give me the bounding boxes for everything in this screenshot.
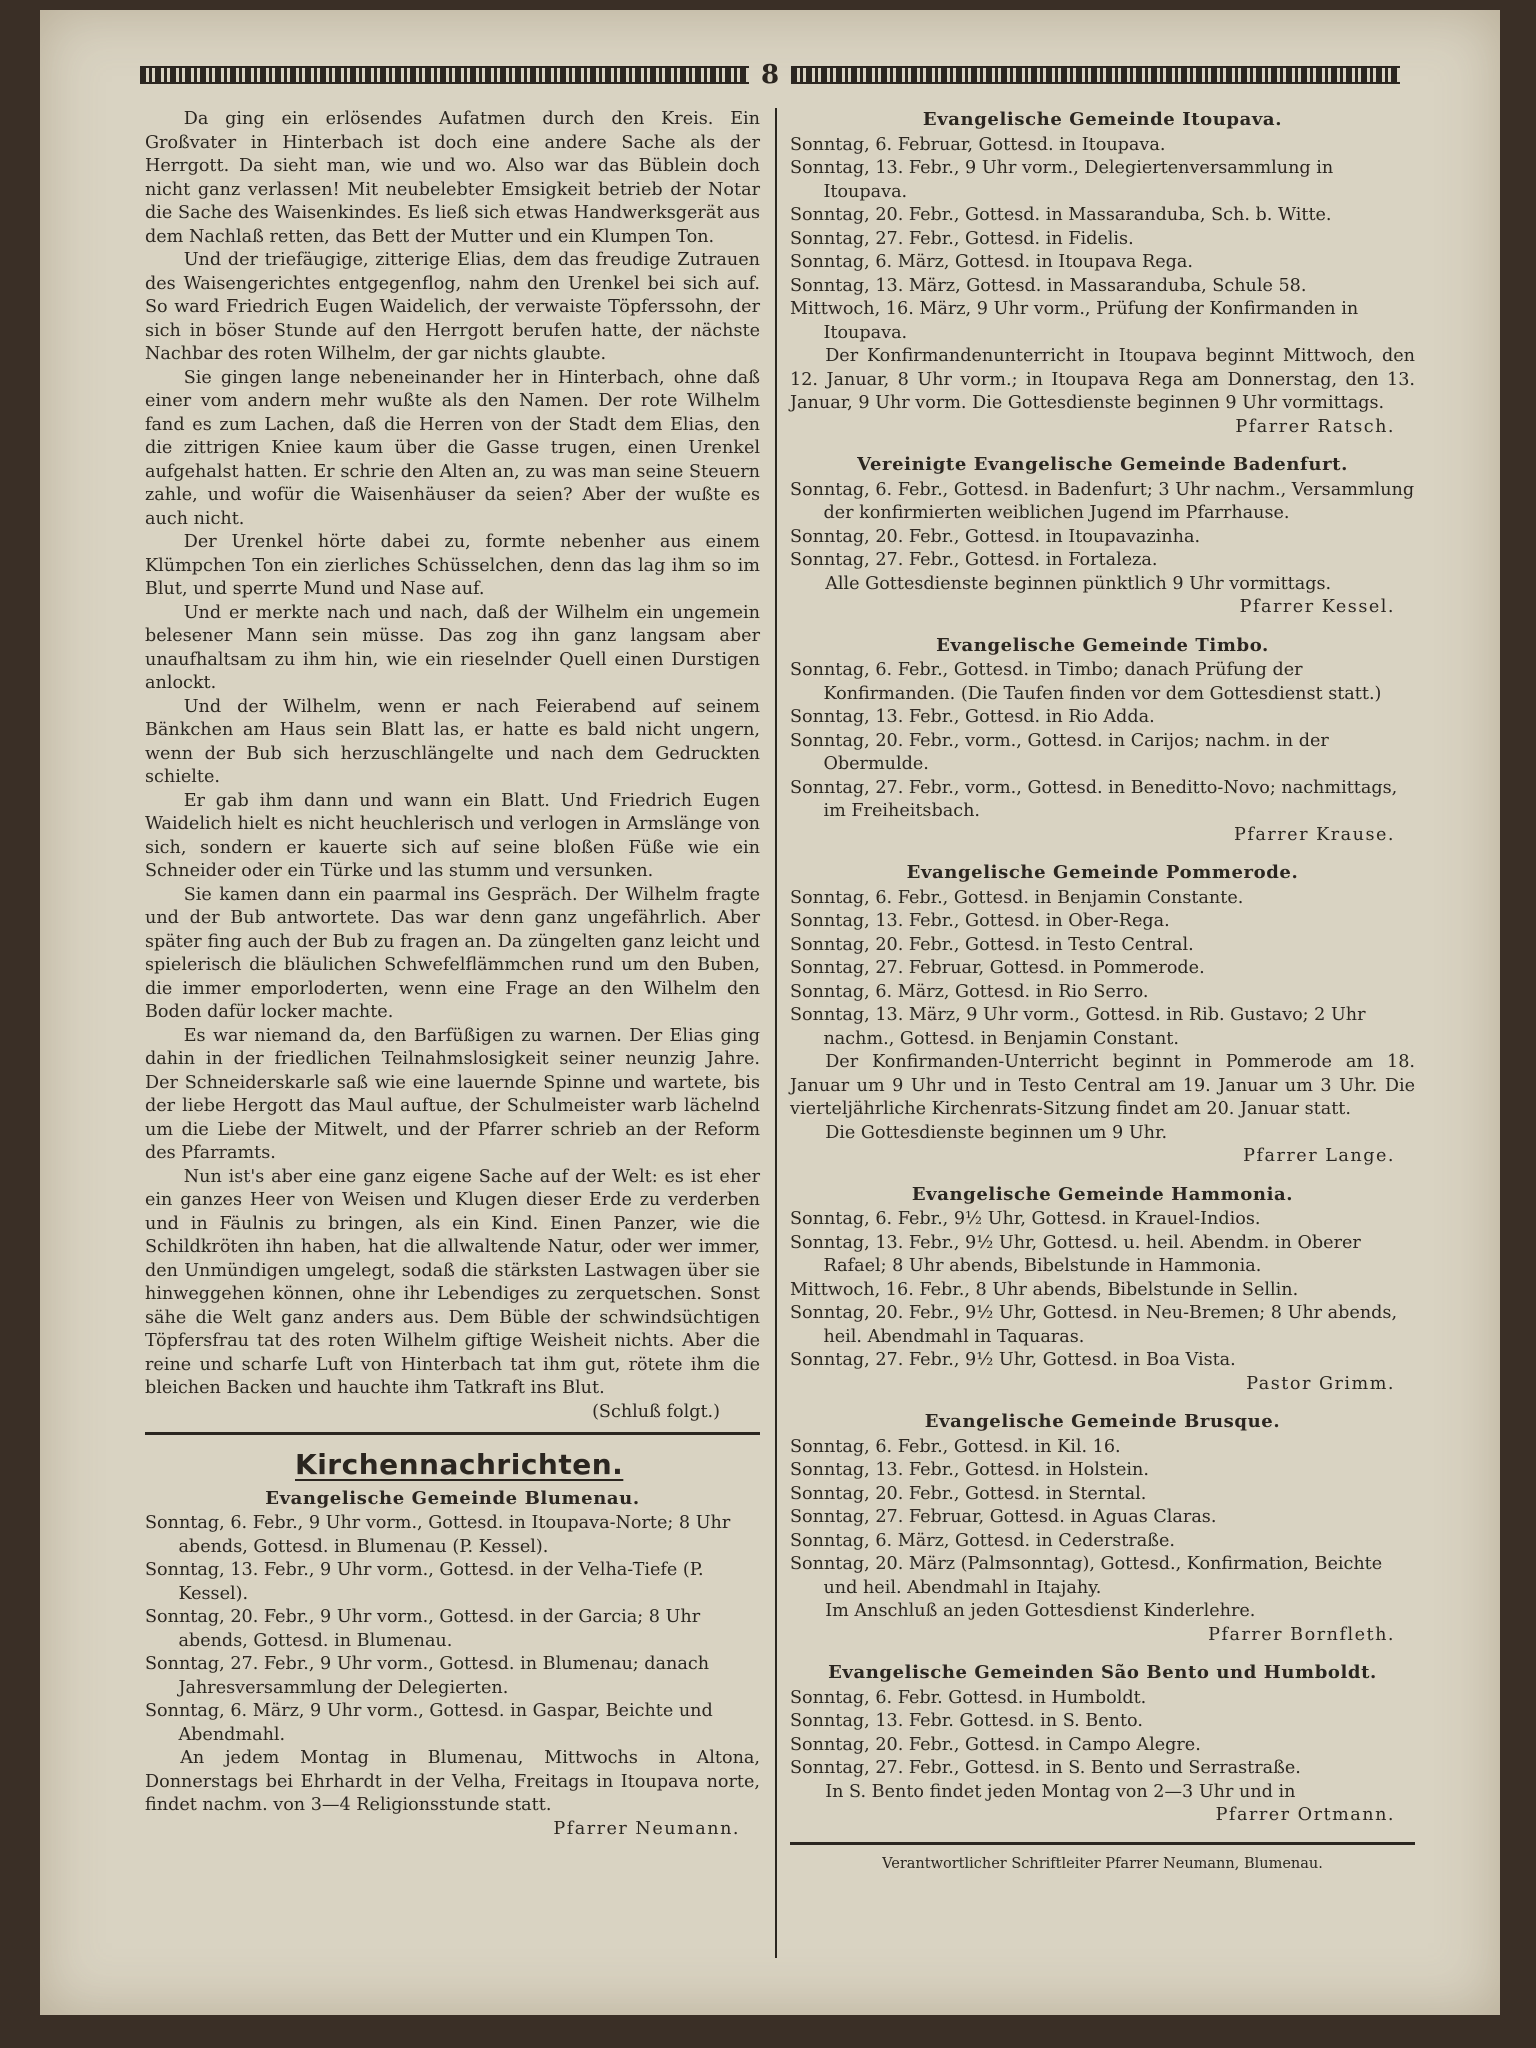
service-entry: Sonntag, 20. Febr., Gottesd. in Massaranduba, Sch. b. Witte.	[790, 205, 1332, 225]
service-entry: Sonntag, 27. Febr., Gottesd. in Fortaleza.	[790, 550, 1158, 570]
left-parish-list	[145, 1487, 760, 1842]
service-entry: Sonntag, 20. März (Palmsonntag), Gottesd., Konfirmation, Beichte und heil. Abendmahl in Itajahy.	[790, 1554, 1383, 1598]
parish-block	[790, 108, 1415, 439]
page-number: 8	[760, 60, 780, 90]
parish-note: Alle Gottesdienste beginnen pünktlich 9 Uhr vormittags.	[825, 573, 1332, 594]
parish-block	[790, 861, 1415, 1169]
parish-block	[790, 453, 1415, 620]
service-entry: Sonntag, 6. März, 9 Uhr vorm., Gottesd. in Gaspar, Beichte und Abendmahl.	[145, 1701, 713, 1745]
service-entry: Sonntag, 13. Febr., Gottesd. in Ober-Rega.	[790, 911, 1170, 931]
story-paragraph: Er gab ihm dann und wann ein Blatt. Und Friedrich Eugen Waidelich hielt es nicht heuchlerisch und verlogen in Armslänge von sich, sondern er kauerte sich auf seine bloßen Füße wie ein Schneider oder ein Türke und las stumm und versunken.	[145, 790, 760, 881]
service-entry: Sonntag, 20. Febr., Gottesd. in Testo Central.	[790, 934, 1194, 955]
parish-title: Evangelische Gemeinde Timbo.	[936, 634, 1269, 656]
header-ornament-right	[791, 66, 1400, 84]
pastor-signature: Pfarrer Bornfleth.	[1208, 1624, 1395, 1645]
column-divider	[775, 108, 777, 1958]
parish-block	[790, 1661, 1415, 1828]
right-column	[790, 108, 1415, 1876]
section-title: Kirchennachrichten.	[295, 1448, 624, 1481]
pastor-signature: Pfarrer Ortmann.	[1215, 1805, 1395, 1825]
pastor-signature: Pfarrer Neumann.	[553, 1818, 740, 1839]
service-entry: Sonntag, 27. Febr., 9 Uhr vorm., Gottesd. in Blumenau; danach Jahresversammlung der Delegierten.	[145, 1654, 710, 1698]
right-parish-list	[790, 108, 1415, 1828]
service-entry: Sonntag, 13. Febr., 9½ Uhr, Gottesd. u. heil. Abendm. in Oberer Rafael; 8 Uhr abends, Bibelstunde in Hammonia.	[790, 1232, 1361, 1276]
service-entry: Sonntag, 13. Febr. Gottesd. in S. Bento.	[790, 1711, 1143, 1731]
story-paragraph: Es war niemand da, den Barfüßigen zu warnen. Der Elias ging dahin in der friedlichen Teilnahmslosigkeit seiner neunzig Jahre. Der Schneiderskarle saß wie eine lauernde Spinne und wartete, bis der liebe Hergott das Maul auftue, der Schulmeister warb lächelnd um die Liebe der Mitwelt, und der Pfarrer schrieb an der Reform des Pfarramts.	[145, 1025, 760, 1163]
service-entry: Sonntag, 13. Febr., Gottesd. in Rio Adda.	[790, 707, 1155, 727]
service-entry: Sonntag, 13. Febr., Gottesd. in Holstein.	[790, 1460, 1149, 1480]
service-entry: Sonntag, 27. Febr., 9½ Uhr, Gottesd. in Boa Vista.	[790, 1350, 1236, 1370]
story-paragraph: Sie gingen lange nebeneinander her in Hinterbach, ohne daß einer vom andern mehr wußte als den Namen. Der rote Wilhelm fand es zum Lachen, daß die Herren von der Stadt dem Elias, den die zittrigen Kniee kaum über die Gasse trugen, einen Urenkel aufgehalst hatten. Er schrie den Alten an, zu was man seine Steuern zahle, und wofür die Waisenhäuser da seien? Aber der wußte es auch nicht.	[145, 367, 760, 529]
parish-note: In S. Bento findet jeden Montag von 2—3 Uhr und in	[825, 1781, 1296, 1802]
service-entry: Sonntag, 6. Februar, Gottesd. in Itoupava.	[790, 134, 1166, 155]
service-entry: Sonntag, 27. Februar, Gottesd. in Pommerode.	[790, 958, 1205, 978]
service-entry: Sonntag, 6. März, Gottesd. in Itoupava Rega.	[790, 252, 1194, 272]
section-divider	[145, 1432, 760, 1435]
service-entry: Sonntag, 20. Febr., Gottesd. in Campo Alegre.	[790, 1734, 1201, 1755]
service-entry: Sonntag, 13. März, Gottesd. in Massaranduba, Schule 58.	[790, 275, 1307, 296]
service-entry: Sonntag, 20. Febr., Gottesd. in Itoupavazinha.	[790, 526, 1201, 547]
parish-block	[790, 1183, 1415, 1397]
page-header	[140, 62, 1400, 88]
service-entry: Sonntag, 6. Febr., 9 Uhr vorm., Gottesd. in Itoupava-Norte; 8 Uhr abends, Gottesd. in Blumenau (P. Kessel).	[145, 1513, 731, 1557]
service-entry: Sonntag, 13. Febr., 9 Uhr vorm., Delegiertenversammlung in Itoupava.	[790, 158, 1334, 202]
footer-divider	[790, 1842, 1415, 1845]
pastor-signature: Pfarrer Krause.	[1234, 824, 1395, 845]
story-paragraph: Da ging ein erlösendes Aufatmen durch den Kreis. Ein Großvater in Hinterbach ist doch eine andere Sache als der Herrgott. Da sieht man, wie und wo. Also war das Büblein doch nicht ganz verlassen! Mit neubelebter Emsigkeit betrieb der Notar die Sache des Waisenkindes. Es ließ sich etwas Handwerksgerät aus dem Nachlaß retten, das Bett der Mutter und ein Klumpen Ton.	[145, 109, 760, 247]
pastor-signature: Pfarrer Ratsch.	[1235, 416, 1395, 437]
service-entry: Sonntag, 27. Febr., Gottesd. in Fidelis.	[790, 228, 1134, 249]
story-paragraph: Nun ist's aber eine ganz eigene Sache auf der Welt: es ist eher ein ganzes Heer von Weisen und Klugen dieser Erde zu verderben und in Fäulnis zu bringen, als ein Kind. Einen Panzer, wie die Schildkröten ihn haben, hat die allwaltende Natur, oder wer immer, den Unmündigen umgelegt, sodaß die stärksten Lastwagen über sie hinweggehen können, ohne ihr Lebendiges zu zerquetschen. Sonst sähe die Welt ganz anders aus. Dem Büble der schwindsüchtigen Töpfersfrau tat des roten Wilhelm giftige Weisheit nichts. Aber die reine und scharfe Luft von Hinterbach tat ihm gut, rötete ihm die bleichen Backen und hauchte ihm Tatkraft ins Blut.	[145, 1166, 760, 1398]
story-paragraph: Der Urenkel hörte dabei zu, formte nebenher aus einem Klümpchen Ton ein zierliches Schüsselchen, denn das lag ihm so im Blut, und sperrte Mund und Nase auf.	[145, 532, 760, 599]
service-entry: Mittwoch, 16. März, 9 Uhr vorm., Prüfung der Konfirmanden in Itoupava.	[790, 299, 1359, 343]
parish-title: Evangelische Gemeinde Pommerode.	[906, 862, 1299, 883]
parish-note: Die Gottesdienste beginnen um 9 Uhr.	[825, 1122, 1168, 1143]
pastor-signature: Pfarrer Lange.	[1243, 1146, 1395, 1166]
parish-block	[790, 634, 1415, 848]
parish-title: Evangelische Gemeinde Hammonia.	[911, 1183, 1294, 1205]
editor-credit: Verantwortlicher Schriftleiter Pfarrer Neumann, Blumenau.	[882, 1855, 1323, 1872]
service-entry: Sonntag, 20. Febr., 9½ Uhr, Gottesd. in Neu-Bremen; 8 Uhr abends, heil. Abendmahl in Taquaras.	[790, 1303, 1398, 1347]
service-entry: Sonntag, 13. März, 9 Uhr vorm., Gottesd. in Rib. Gustavo; 2 Uhr nachm., Gottesd. in Benjamin Constant.	[790, 1005, 1366, 1049]
pastor-signature: Pfarrer Kessel.	[1239, 597, 1395, 617]
service-entry: Sonntag, 6. Febr., Gottesd. in Badenfurt; 3 Uhr nachm., Versammlung der konfirmierten weiblichen Jugend im Pfarrhause.	[790, 479, 1415, 523]
parish-title: Evangelische Gemeinden São Bento und Humboldt.	[828, 1662, 1377, 1683]
parish-block	[145, 1487, 760, 1842]
service-entry: Sonntag, 6. Febr., Gottesd. in Benjamin Constante.	[790, 887, 1244, 908]
serial-story	[145, 108, 760, 1424]
parish-block	[790, 1410, 1415, 1647]
story-paragraph: Sie kamen dann ein paarmal ins Gespräch. Der Wilhelm fragte und der Bub antwortete. Das war denn ganz ungefährlich. Aber später fing auch der Bub zu fragen an. Da züngelten ganz leicht und spielerisch die bläulichen Schwefelflämmchen rund um den Buben, die immer emporloderten, wenn eine Frage an den Wilhelm den Boden dafür locker machte.	[145, 884, 760, 1022]
service-entry: Sonntag, 20. Febr., 9 Uhr vorm., Gottesd. in der Garcia; 8 Uhr abends, Gottesd. in Blumenau.	[145, 1607, 701, 1651]
service-entry: Sonntag, 6. Febr. Gottesd. in Humboldt.	[790, 1687, 1147, 1708]
story-paragraph: Und der triefäugige, zitterige Elias, dem das freudige Zutrauen des Waisengerichtes entgegenflog, nahm den Urenkel bei sich auf. So ward Friedrich Eugen Waidelich, der verwaiste Töpferssohn, der sich in böser Stunde auf den Herrgott berufen hatte, der nächste Nachbar des roten Wilhelm, der gar nichts glaubte.	[145, 250, 760, 364]
left-column	[145, 108, 760, 1855]
parish-title: Vereinigte Evangelische Gemeinde Badenfurt.	[857, 454, 1348, 475]
story-paragraph: Und er merkte nach und nach, daß der Wilhelm ein ungemein belesener Mann sein müsse. Das zog ihn ganz langsam aber unaufhaltsam zu ihm hin, wie ein rieselnder Quell einen Durstigen anlockt.	[145, 602, 760, 693]
parish-title: Evangelische Gemeinde Brusque.	[924, 1411, 1281, 1432]
parish-title: Evangelische Gemeinde Itoupava.	[922, 109, 1283, 130]
parish-note: Der Konfirmandenunterricht in Itoupava beginnt Mittwoch, den 12. Januar, 8 Uhr vorm.; in Itoupava Rega am Donnerstag, den 13. Januar, 9 Uhr vorm. Die Gottesdienste beginnen 9 Uhr vormittags.	[790, 346, 1415, 413]
service-entry: Sonntag, 6. Febr., 9½ Uhr, Gottesd. in Krauel-Indios.	[790, 1209, 1261, 1229]
parish-note: Im Anschluß an jeden Gottesdienst Kinderlehre.	[825, 1601, 1256, 1621]
service-entry: Sonntag, 27. Febr., vorm., Gottesd. in Beneditto-Novo; nachmittags, im Freiheitsbach.	[790, 777, 1398, 821]
service-entry: Sonntag, 6. März, Gottesd. in Cederstraße.	[790, 1530, 1176, 1551]
story-paragraph: Und der Wilhelm, wenn er nach Feierabend auf seinem Bänkchen am Haus sein Blatt las, er hatte es bald nicht ungern, wenn der Bub sich herzuschlängelte und nach dem Gedruckten schielte.	[145, 696, 760, 787]
parish-note: An jedem Montag in Blumenau, Mittwochs in Altona, Donnerstags bei Ehrhardt in der Velha, Freitags in Itoupava norte, findet nachm. von 3—4 Religionsstunde statt.	[145, 1748, 760, 1815]
parish-note: Der Konfirmanden-Unterricht beginnt in Pommerode am 18. Januar um 9 Uhr und in Testo Central am 19. Januar um 3 Uhr. Die vierteljährliche Kirchenrats-Sitzung findet am 20. Januar statt.	[790, 1052, 1415, 1119]
service-entry: Sonntag, 6. März, Gottesd. in Rio Serro.	[790, 981, 1149, 1002]
service-entry: Sonntag, 20. Febr., Gottesd. in Sterntal.	[790, 1483, 1147, 1504]
pastor-signature: Pastor Grimm.	[1246, 1373, 1395, 1394]
service-entry: Sonntag, 6. Febr., Gottesd. in Kil. 16.	[790, 1436, 1121, 1457]
parish-title: Evangelische Gemeinde Blumenau.	[265, 1487, 640, 1509]
header-ornament-left	[140, 66, 749, 84]
service-entry: Sonntag, 13. Febr., 9 Uhr vorm., Gottesd. in der Velha-Tiefe (P. Kessel).	[145, 1560, 704, 1604]
service-entry: Sonntag, 27. Februar, Gottesd. in Aguas Claras.	[790, 1507, 1217, 1527]
to-be-continued: (Schluß folgt.)	[592, 1401, 720, 1422]
service-entry: Sonntag, 27. Febr., Gottesd. in S. Bento und Serrastraße.	[790, 1758, 1301, 1778]
service-entry: Sonntag, 20. Febr., vorm., Gottesd. in Carijos; nachm. in der Obermulde.	[790, 730, 1329, 774]
service-entry: Mittwoch, 16. Febr., 8 Uhr abends, Bibelstunde in Sellin.	[790, 1279, 1299, 1300]
service-entry: Sonntag, 6. Febr., Gottesd. in Timbo; danach Prüfung der Konfirmanden. (Die Taufen finden vor dem Gottesdienst statt.)	[790, 660, 1382, 704]
